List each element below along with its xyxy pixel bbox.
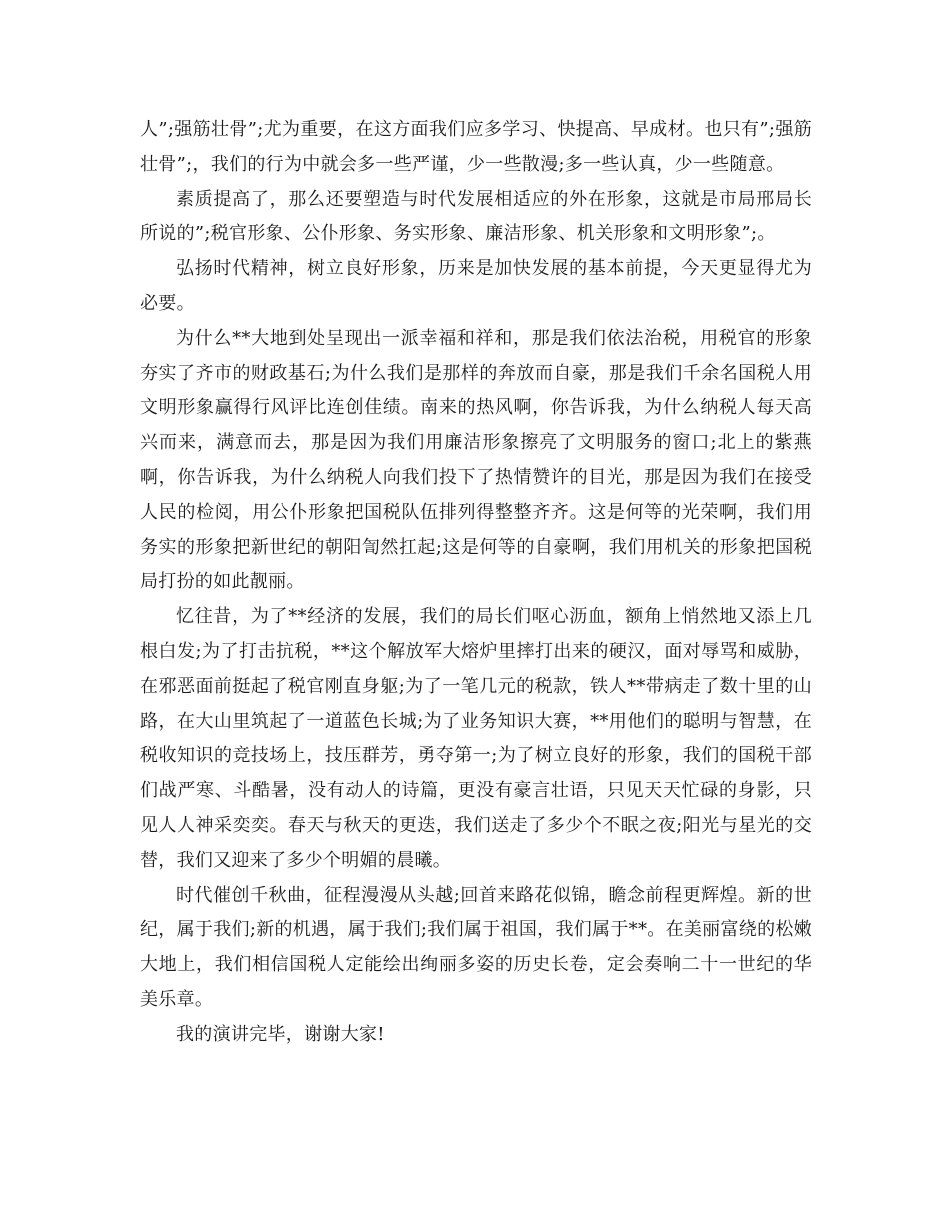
- paragraph-5: 忆往昔，为了**经济的发展，我们的局长们呕心沥血，额角上悄然地又添上几根白发;为了打击抗税，**这个解放军大熔炉里摔打出来的硬汉，面对辱骂和威胁，在邪恶面前挺起了税官刚直身躯;为了一笔几元的税款，铁人**带病走了数十里的山路，在大山里筑起了一道蓝色长城;为了业务知识大赛，**用他们的聪明与智慧，在税收知识的竞技场上，技压群芳，勇夺第一;为了树立良好的形象，我们的国税干部们战严寒、斗酷暑，没有动人的诗篇，更没有豪言壮语，只见天天忙碌的身影，只见人人神采奕奕。春天与秋天的更迭，我们送走了多少个不眠之夜;阳光与星光的交替，我们又迎来了多少个明媚的晨曦。: [140, 606, 812, 871]
- document-body: [140, 113, 812, 1053]
- paragraph-2: 素质提高了，那么还要塑造与时代发展相适应的外在形象，这就是市局邢局长所说的”;税官形象、公仆形象、务实形象、廉洁形象、机关形象和文明形象”;。: [140, 188, 812, 245]
- paragraph-1: 人”;强筋壮骨”;尤为重要，在这方面我们应多学习、快提高、早成材。也只有”;强筋壮骨”;，我们的行为中就会多一些严谨，少一些散漫;多一些认真，少一些随意。: [140, 119, 812, 175]
- paragraph-6: 时代催创千秋曲，征程漫漫从头越;回首来路花似锦，瞻念前程更辉煌。新的世纪，属于我们;新的机遇，属于我们;我们属于祖国，我们属于**。在美丽富绕的松嫩大地上，我们相信国税人定能绘出绚丽多姿的历史长卷，定会奏响二十一世纪的华美乐章。: [140, 884, 812, 1010]
- paragraph-3: 弘扬时代精神，树立良好形象，历来是加快发展的基本前提，今天更显得尤为必要。: [140, 258, 812, 314]
- paragraph-4: 为什么**大地到处呈现出一派幸福和祥和，那是我们依法治税，用税官的形象夯实了齐市的财政基石;为什么我们是那样的奔放而自豪，那是我们千余名国税人用文明形象赢得行风评比连创佳绩。南来的热风啊，你告诉我，为什么纳税人每天高兴而来，满意而去，那是因为我们用廉洁形象擦亮了文明服务的窗口;北上的紫燕啊，你告诉我，为什么纳税人向我们投下了热情赞许的目光，那是因为我们在接受人民的检阅，用公仆形象把国税队伍排列得整整齐齐。这是何等的光荣啊，我们用务实的形象把新世纪的朝阳訇然扛起;这是何等的自豪啊，我们用机关的形象把国税局打扮的如此靓丽。: [140, 327, 812, 593]
- paragraph-7: 我的演讲完毕，谢谢大家!: [176, 1023, 385, 1045]
